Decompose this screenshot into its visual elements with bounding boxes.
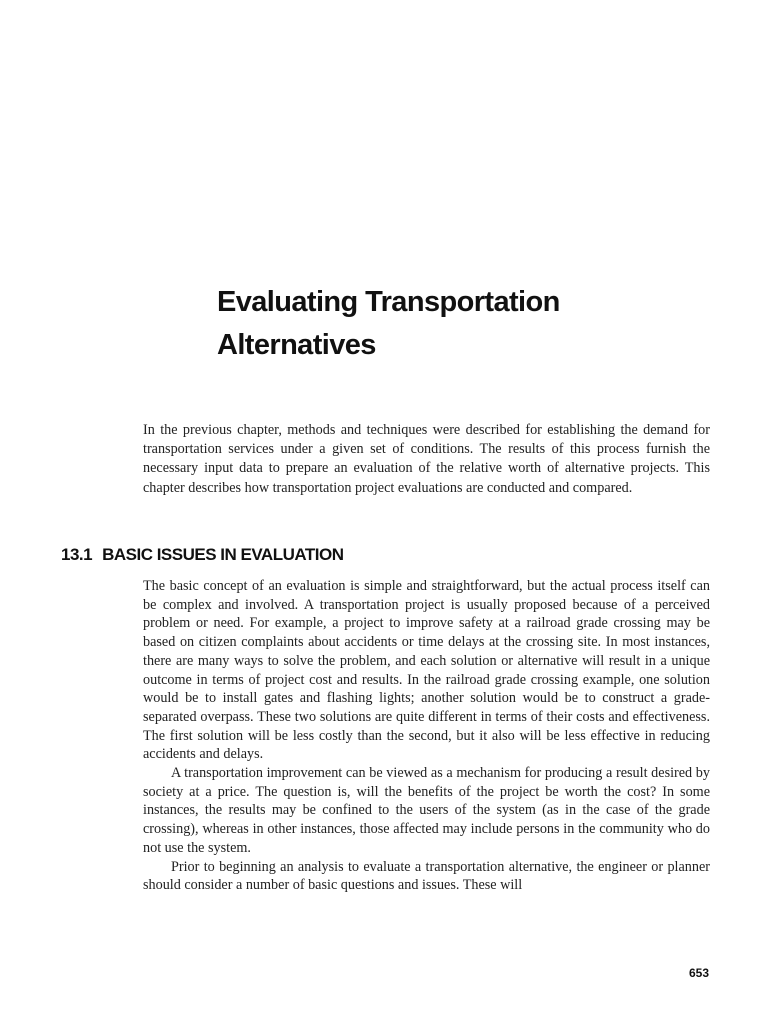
- body-paragraph: A transportation improvement can be viewed as a mechanism for producing a result desired by society at a price. The question is, will the benefits of the project be worth the cost? In some instances, the results may be confined to the users of the system (as in the case of the grade crossing), whereas in other instances, those affected may include persons in the community who do not use the system.: [143, 765, 710, 856]
- section-title: BASIC ISSUES IN EVALUATION: [102, 545, 344, 564]
- chapter-title-line-1: Evaluating Transportation: [217, 286, 560, 318]
- body-paragraph: The basic concept of an evaluation is simple and straightforward, but the actual process itself can be complex and involved. A transportation project is usually proposed because of a perceived problem or need. For example, a project to improve safety at a railroad grade crossing may be based on citizen complaints about accidents or time delays at the crossing site. In most instances, there are many ways to solve the problem, and each solution or alternative will result in a unique outcome in terms of project cost and results. In the railroad grade crossing example, one solution would be to install gates and flashing lights; another solution would be to construct a grade-separated overpass. These two solutions are quite different in terms of their costs and effectiveness. The first solution will be less costly than the second, but it also will be less effective in reducing accidents and delays.: [143, 578, 710, 763]
- section-body: [143, 577, 710, 895]
- intro-paragraph: In the previous chapter, methods and techniques were described for establishing the demand for transportation services under a given set of conditions. The results of this process furnish the necessary input data to prepare an evaluation of the relative worth of alternative projects. This chapter describes how transportation project evaluations are conducted and compared.: [143, 422, 710, 496]
- page-number: 653: [688, 966, 709, 980]
- body-paragraph: Prior to beginning an analysis to evaluate a transportation alternative, the engineer or planner should consider a number of basic questions and issues. These will: [143, 858, 710, 894]
- chapter-title: [217, 281, 697, 367]
- chapter-title-line-2: Alternatives: [217, 329, 376, 361]
- section-number: 13.1: [61, 545, 93, 564]
- section-heading: [61, 544, 344, 566]
